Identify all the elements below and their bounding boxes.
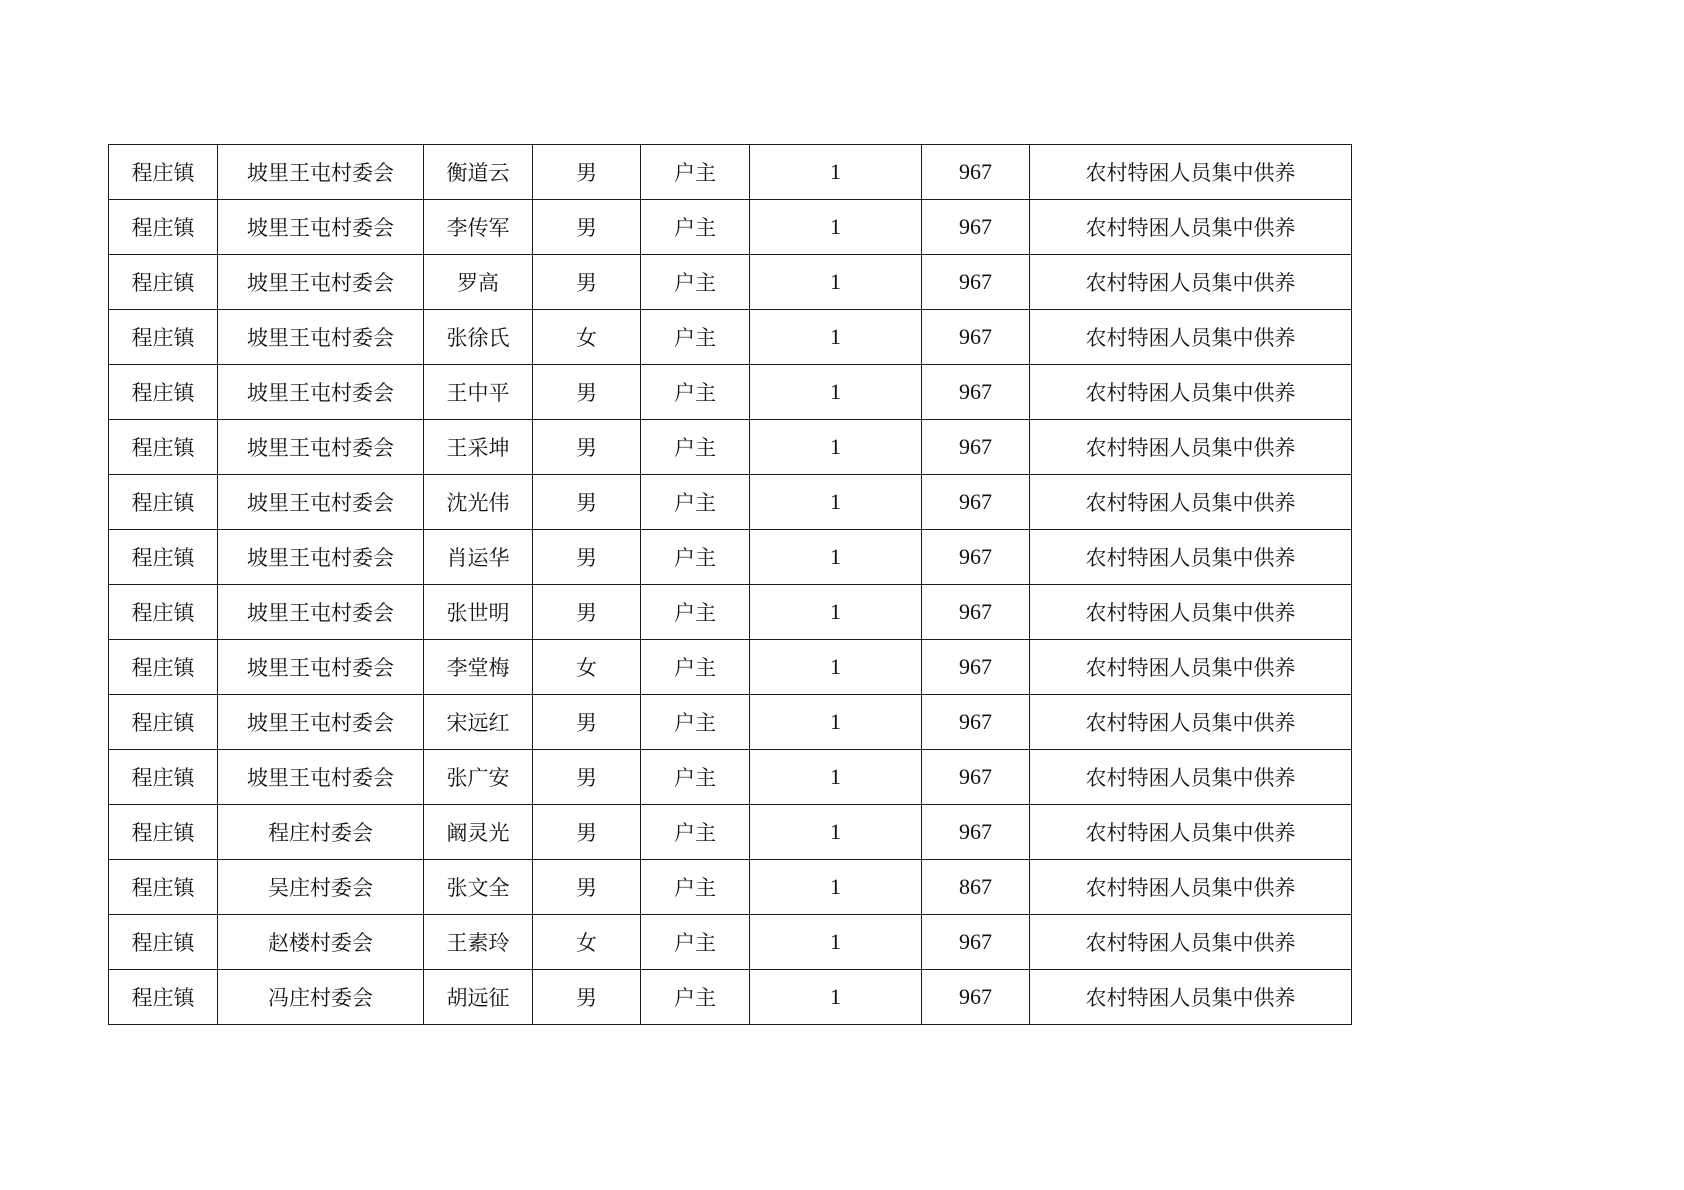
village-cell: 坡里王屯村委会 [218, 750, 424, 805]
gender-cell: 女 [533, 640, 641, 695]
village-cell: 冯庄村委会 [218, 970, 424, 1025]
category-cell: 农村特困人员集中供养 [1030, 860, 1352, 915]
village-cell: 吴庄村委会 [218, 860, 424, 915]
town-cell: 程庄镇 [109, 310, 218, 365]
gender-cell: 男 [533, 970, 641, 1025]
name-cell: 宋远红 [424, 695, 533, 750]
table-row [109, 585, 1352, 640]
table-row [109, 695, 1352, 750]
town-cell: 程庄镇 [109, 860, 218, 915]
relation-cell: 户主 [641, 420, 750, 475]
subsidy-amount-cell: 967 [922, 805, 1030, 860]
name-cell: 胡远征 [424, 970, 533, 1025]
household-size-cell: 1 [750, 750, 922, 805]
name-cell: 罗高 [424, 255, 533, 310]
town-cell: 程庄镇 [109, 915, 218, 970]
category-cell: 农村特困人员集中供养 [1030, 695, 1352, 750]
subsidy-amount-cell: 967 [922, 475, 1030, 530]
household-size-cell: 1 [750, 860, 922, 915]
name-cell: 张广安 [424, 750, 533, 805]
name-cell: 肖运华 [424, 530, 533, 585]
village-cell: 坡里王屯村委会 [218, 200, 424, 255]
table-row [109, 805, 1352, 860]
household-size-cell: 1 [750, 200, 922, 255]
household-size-cell: 1 [750, 530, 922, 585]
village-cell: 坡里王屯村委会 [218, 695, 424, 750]
village-cell: 程庄村委会 [218, 805, 424, 860]
subsidy-amount-cell: 967 [922, 200, 1030, 255]
household-size-cell: 1 [750, 640, 922, 695]
beneficiary-table [108, 144, 1352, 1025]
relation-cell: 户主 [641, 915, 750, 970]
subsidy-amount-cell: 967 [922, 365, 1030, 420]
town-cell: 程庄镇 [109, 640, 218, 695]
village-cell: 赵楼村委会 [218, 915, 424, 970]
category-cell: 农村特困人员集中供养 [1030, 805, 1352, 860]
category-cell: 农村特困人员集中供养 [1030, 585, 1352, 640]
village-cell: 坡里王屯村委会 [218, 475, 424, 530]
gender-cell: 男 [533, 145, 641, 200]
town-cell: 程庄镇 [109, 475, 218, 530]
table-row [109, 145, 1352, 200]
gender-cell: 男 [533, 420, 641, 475]
category-cell: 农村特困人员集中供养 [1030, 200, 1352, 255]
relation-cell: 户主 [641, 310, 750, 365]
relation-cell: 户主 [641, 640, 750, 695]
household-size-cell: 1 [750, 585, 922, 640]
relation-cell: 户主 [641, 365, 750, 420]
gender-cell: 男 [533, 530, 641, 585]
category-cell: 农村特困人员集中供养 [1030, 915, 1352, 970]
relation-cell: 户主 [641, 860, 750, 915]
village-cell: 坡里王屯村委会 [218, 255, 424, 310]
village-cell: 坡里王屯村委会 [218, 420, 424, 475]
village-cell: 坡里王屯村委会 [218, 145, 424, 200]
town-cell: 程庄镇 [109, 145, 218, 200]
name-cell: 衡道云 [424, 145, 533, 200]
relation-cell: 户主 [641, 970, 750, 1025]
category-cell: 农村特困人员集中供养 [1030, 145, 1352, 200]
relation-cell: 户主 [641, 475, 750, 530]
table-row [109, 640, 1352, 695]
subsidy-amount-cell: 967 [922, 530, 1030, 585]
relation-cell: 户主 [641, 750, 750, 805]
relation-cell: 户主 [641, 145, 750, 200]
table-row [109, 475, 1352, 530]
village-cell: 坡里王屯村委会 [218, 530, 424, 585]
household-size-cell: 1 [750, 915, 922, 970]
household-size-cell: 1 [750, 145, 922, 200]
village-cell: 坡里王屯村委会 [218, 640, 424, 695]
subsidy-amount-cell: 967 [922, 695, 1030, 750]
category-cell: 农村特困人员集中供养 [1030, 750, 1352, 805]
category-cell: 农村特困人员集中供养 [1030, 255, 1352, 310]
gender-cell: 男 [533, 475, 641, 530]
gender-cell: 男 [533, 255, 641, 310]
gender-cell: 男 [533, 365, 641, 420]
table-row [109, 970, 1352, 1025]
subsidy-amount-cell: 967 [922, 640, 1030, 695]
table-row [109, 915, 1352, 970]
name-cell: 王采坤 [424, 420, 533, 475]
household-size-cell: 1 [750, 805, 922, 860]
name-cell: 张文全 [424, 860, 533, 915]
village-cell: 坡里王屯村委会 [218, 310, 424, 365]
name-cell: 王中平 [424, 365, 533, 420]
table-row [109, 200, 1352, 255]
table-row [109, 750, 1352, 805]
name-cell: 张徐氏 [424, 310, 533, 365]
subsidy-amount-cell: 967 [922, 255, 1030, 310]
category-cell: 农村特困人员集中供养 [1030, 310, 1352, 365]
table-row [109, 530, 1352, 585]
subsidy-amount-cell: 967 [922, 420, 1030, 475]
table-row [109, 365, 1352, 420]
category-cell: 农村特困人员集中供养 [1030, 640, 1352, 695]
gender-cell: 女 [533, 915, 641, 970]
category-cell: 农村特困人员集中供养 [1030, 530, 1352, 585]
table-row [109, 255, 1352, 310]
category-cell: 农村特困人员集中供养 [1030, 365, 1352, 420]
relation-cell: 户主 [641, 585, 750, 640]
table-row [109, 420, 1352, 475]
town-cell: 程庄镇 [109, 255, 218, 310]
household-size-cell: 1 [750, 475, 922, 530]
subsidy-amount-cell: 967 [922, 585, 1030, 640]
town-cell: 程庄镇 [109, 530, 218, 585]
household-size-cell: 1 [750, 695, 922, 750]
gender-cell: 女 [533, 310, 641, 365]
town-cell: 程庄镇 [109, 805, 218, 860]
town-cell: 程庄镇 [109, 970, 218, 1025]
subsidy-amount-cell: 967 [922, 145, 1030, 200]
table-body [109, 145, 1352, 1025]
gender-cell: 男 [533, 200, 641, 255]
household-size-cell: 1 [750, 365, 922, 420]
name-cell: 张世明 [424, 585, 533, 640]
subsidy-amount-cell: 967 [922, 310, 1030, 365]
relation-cell: 户主 [641, 695, 750, 750]
gender-cell: 男 [533, 695, 641, 750]
name-cell: 沈光伟 [424, 475, 533, 530]
gender-cell: 男 [533, 860, 641, 915]
subsidy-amount-cell: 967 [922, 970, 1030, 1025]
gender-cell: 男 [533, 750, 641, 805]
household-size-cell: 1 [750, 420, 922, 475]
household-size-cell: 1 [750, 255, 922, 310]
table-row [109, 310, 1352, 365]
household-size-cell: 1 [750, 970, 922, 1025]
relation-cell: 户主 [641, 200, 750, 255]
town-cell: 程庄镇 [109, 200, 218, 255]
category-cell: 农村特困人员集中供养 [1030, 475, 1352, 530]
category-cell: 农村特困人员集中供养 [1030, 420, 1352, 475]
subsidy-amount-cell: 867 [922, 860, 1030, 915]
relation-cell: 户主 [641, 805, 750, 860]
gender-cell: 男 [533, 585, 641, 640]
relation-cell: 户主 [641, 255, 750, 310]
table-row [109, 860, 1352, 915]
gender-cell: 男 [533, 805, 641, 860]
town-cell: 程庄镇 [109, 365, 218, 420]
village-cell: 坡里王屯村委会 [218, 365, 424, 420]
village-cell: 坡里王屯村委会 [218, 585, 424, 640]
town-cell: 程庄镇 [109, 585, 218, 640]
name-cell: 王素玲 [424, 915, 533, 970]
name-cell: 李传军 [424, 200, 533, 255]
town-cell: 程庄镇 [109, 695, 218, 750]
name-cell: 李堂梅 [424, 640, 533, 695]
name-cell: 阚灵光 [424, 805, 533, 860]
category-cell: 农村特困人员集中供养 [1030, 970, 1352, 1025]
household-size-cell: 1 [750, 310, 922, 365]
relation-cell: 户主 [641, 530, 750, 585]
subsidy-amount-cell: 967 [922, 915, 1030, 970]
subsidy-amount-cell: 967 [922, 750, 1030, 805]
town-cell: 程庄镇 [109, 750, 218, 805]
town-cell: 程庄镇 [109, 420, 218, 475]
